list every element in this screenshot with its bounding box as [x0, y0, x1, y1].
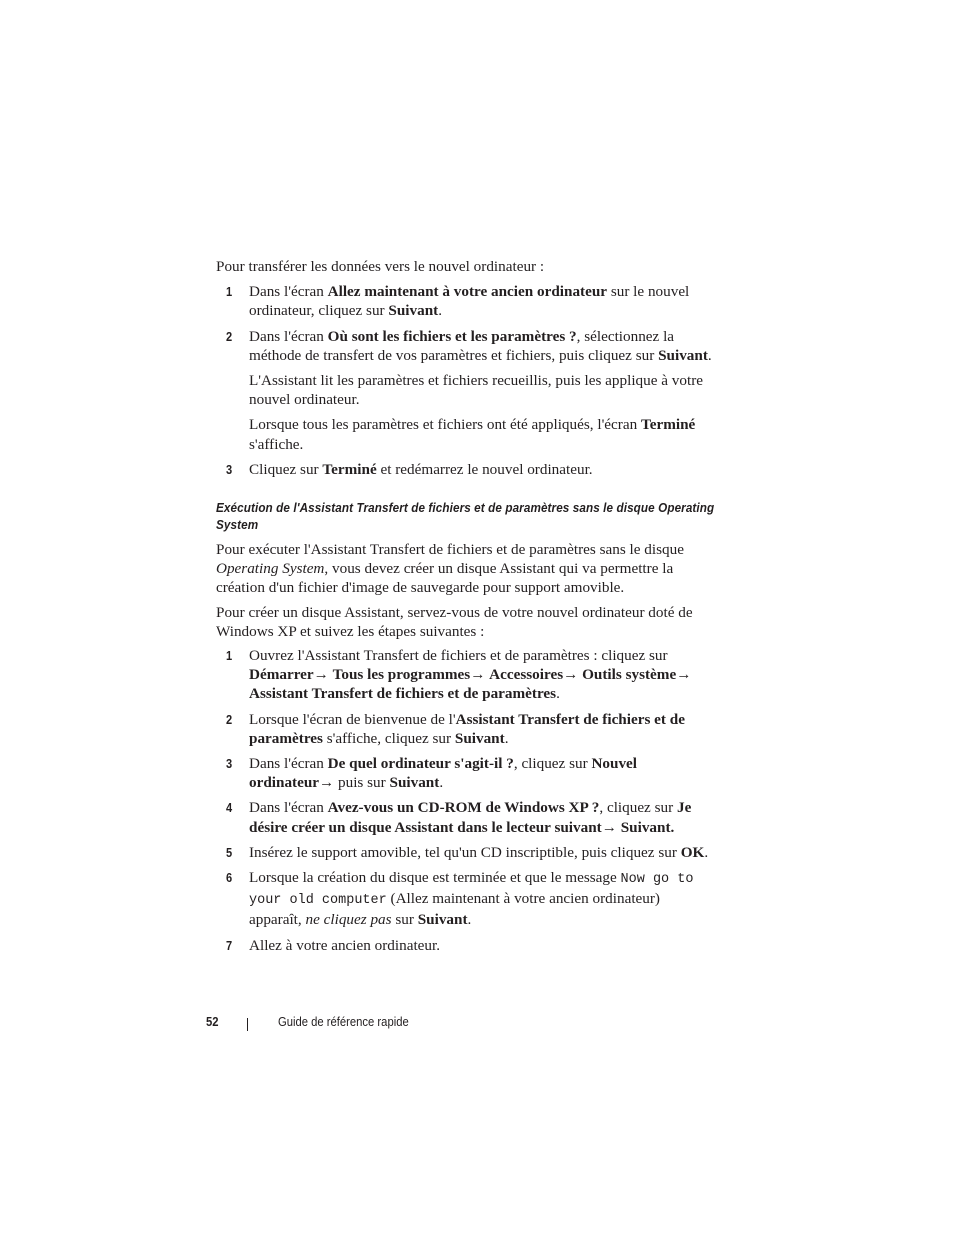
- bold-text: Avez-vous un CD-ROM de Windows XP ?: [327, 799, 600, 817]
- step-text: [249, 282, 716, 320]
- step-text: [249, 460, 716, 479]
- italic-text: Operating System: [216, 560, 325, 578]
- text-run: Insérez le support amovible, tel qu'un CD inscriptible, puis cliquez sur: [249, 843, 681, 861]
- text-run: s'affiche, cliquez sur: [322, 729, 455, 747]
- list-item: [216, 754, 716, 792]
- code-text: Now go to your old computer: [249, 872, 694, 909]
- text-run: sur: [391, 911, 418, 929]
- text-run: →: [470, 666, 490, 684]
- bold-text: Allez maintenant à votre ancien ordinateur: [327, 283, 608, 301]
- body-paragraph: [216, 603, 716, 641]
- bold-text: De quel ordinateur s'agit-il ?: [327, 755, 514, 773]
- list-item: [216, 646, 716, 704]
- bold-text: Assistant Transfert de fichiers et de paramètres: [249, 685, 557, 703]
- bold-text: Suivant: [454, 729, 505, 747]
- text-run: sur le nouvel ordinateur, cliquez sur: [249, 283, 690, 320]
- text-run: .: [504, 729, 509, 747]
- step-text: [249, 798, 716, 836]
- bold-text: Terminé: [640, 416, 696, 434]
- text-run: Lorsque tous les paramètres et fichiers ont été appliqués, l'écran: [249, 416, 641, 434]
- text-run: Pour exécuter l'Assistant Transfert de fichiers et de paramètres sans le disque: [216, 541, 684, 559]
- bold-text: Terminé: [322, 460, 377, 478]
- page-footer: [0, 1015, 954, 1035]
- text-run: Cliquez sur: [249, 460, 323, 478]
- text-run: Allez à votre ancien ordinateur.: [249, 936, 441, 954]
- list-item: [216, 936, 716, 955]
- list-item: [216, 710, 716, 748]
- document-page: [216, 257, 716, 961]
- step-number: 7: [226, 937, 233, 953]
- text-run: .: [556, 685, 560, 703]
- step-text: [249, 415, 716, 453]
- text-run: , cliquez sur: [599, 799, 677, 817]
- text-run: Dans l'écran: [249, 283, 328, 301]
- step-text: [249, 710, 716, 748]
- list-item: [216, 868, 716, 930]
- text-run: , vous devez créer un disque Assistant qui va permettre la création d'un fichier d'image de sauvegarde pour support amovible.: [216, 560, 674, 597]
- step-text: [249, 868, 716, 930]
- step-number: 1: [226, 284, 233, 300]
- bold-text: Nouvel ordinateur: [249, 755, 638, 792]
- bold-text: Je désire créer un disque Assistant dans le lecteur suivant: [249, 799, 692, 836]
- list-item: [216, 460, 716, 479]
- text-run: (Allez maintenant à votre ancien ordinateur) apparaît,: [249, 890, 660, 929]
- bold-text: Suivant: [658, 346, 708, 364]
- step-text: [249, 371, 716, 409]
- step-text: [249, 843, 716, 862]
- bold-text: Accessoires: [489, 666, 564, 684]
- text-run: .: [467, 911, 472, 929]
- text-run: Lorsque l'écran de bienvenue de l': [249, 710, 456, 728]
- text-run: , sélectionnez la méthode de transfert de vos paramètres et fichiers, puis cliquez sur: [249, 327, 675, 364]
- bold-text: Tous les programmes: [332, 666, 471, 684]
- body-paragraph: [216, 540, 716, 598]
- list-item: [216, 798, 716, 836]
- footer-separator: [247, 1018, 248, 1031]
- text-run: Pour créer un disque Assistant, servez-vous de votre nouvel ordinateur doté de Windows XP et suivez les étapes suivantes :: [216, 603, 693, 640]
- bold-text: Suivant: [389, 774, 440, 792]
- text-run: s'affiche.: [249, 435, 304, 453]
- step-number: 2: [226, 711, 233, 727]
- text-run: , cliquez sur: [513, 755, 592, 773]
- step-number: 2: [226, 328, 233, 344]
- text-run: →: [676, 666, 692, 684]
- step-number: 5: [226, 844, 233, 860]
- section-heading: Exécution de l'Assistant Transfert de fichiers et de paramètres sans le disque Operating System: [216, 501, 715, 533]
- step-number: 4: [226, 800, 233, 816]
- italic-text: ne cliquez pas: [305, 911, 392, 929]
- page-number: 52: [206, 1015, 219, 1029]
- footer-title: Guide de référence rapide: [278, 1015, 409, 1029]
- step-number: 1: [226, 648, 233, 664]
- step-text: [249, 327, 716, 365]
- bold-text: Démarrer: [249, 666, 314, 684]
- text-run: Dans l'écran: [249, 755, 328, 773]
- bold-text: Assistant Transfert de fichiers et de paramètres: [249, 710, 685, 747]
- text-run: et redémarrez le nouvel ordinateur.: [376, 460, 593, 478]
- intro-text: Pour transférer les données vers le nouvel ordinateur :: [216, 258, 545, 275]
- wizard-disk-steps-list: [216, 646, 716, 955]
- step-text: [249, 936, 716, 955]
- text-run: Ouvrez l'Assistant Transfert de fichiers et de paramètres : cliquez sur: [249, 647, 668, 665]
- transfer-steps-list: [216, 282, 716, 479]
- text-run: .: [707, 346, 712, 364]
- bold-text: Suivant: [388, 302, 439, 320]
- bold-text: OK: [680, 843, 705, 861]
- text-run: .: [704, 843, 709, 861]
- step-number: 6: [226, 870, 233, 886]
- step-text: [249, 646, 716, 704]
- text-run: →: [601, 818, 621, 836]
- list-item: [216, 843, 716, 862]
- text-run: Dans l'écran: [249, 799, 328, 817]
- bold-text: Outils système: [582, 666, 677, 684]
- list-item: [216, 282, 716, 320]
- step-number: 3: [226, 756, 233, 772]
- text-run: .: [439, 774, 444, 792]
- bold-text: Où sont les fichiers et les paramètres ?: [327, 327, 577, 345]
- bold-text: Suivant.: [620, 818, 675, 836]
- text-run: → puis sur: [319, 774, 390, 792]
- text-run: →: [313, 666, 333, 684]
- text-run: Dans l'écran: [249, 327, 328, 345]
- text-run: →: [563, 666, 583, 684]
- text-run: Lorsque la création du disque est terminée et que le message: [249, 869, 621, 887]
- text-run: .: [438, 302, 443, 320]
- step-text: [249, 754, 716, 792]
- step-number: 3: [226, 461, 233, 477]
- text-run: L'Assistant lit les paramètres et fichiers recueillis, puis les applique à votre nouvel ordinateur.: [249, 372, 704, 409]
- section-body: [216, 540, 716, 641]
- list-item: [216, 327, 716, 454]
- bold-text: Suivant: [417, 911, 468, 929]
